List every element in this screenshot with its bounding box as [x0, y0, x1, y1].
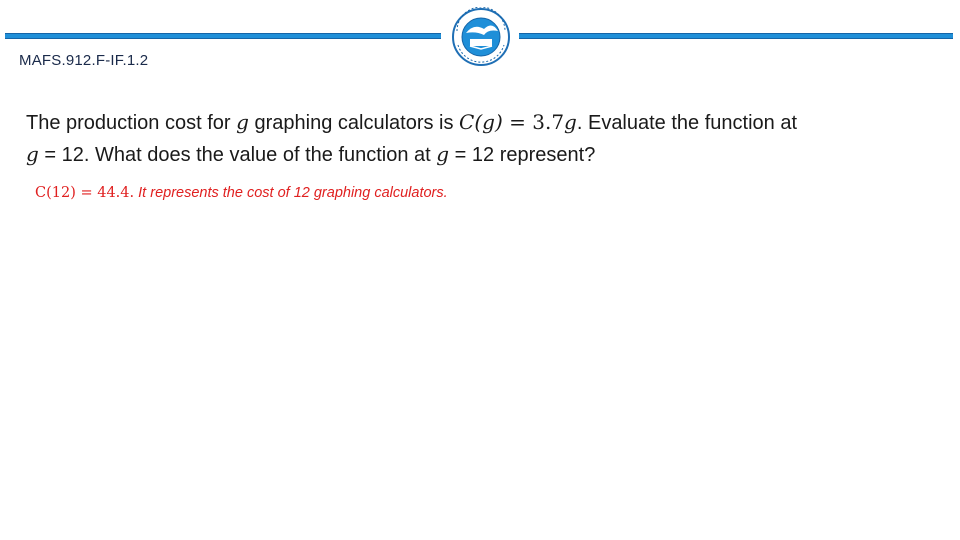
answer-expression: C(12) = 44.4. — [35, 185, 135, 201]
standard-code: MAFS.912.F-IF.1.2 — [19, 52, 149, 69]
answer-text — [35, 182, 448, 204]
header-bar-right — [519, 33, 953, 39]
header-bar-left — [5, 33, 441, 39]
question-text: The production cost for g graphing calculators is C(g) = 3.7g. Evaluate the function at g = 12. What does the value of the function at g = 12 represent? — [26, 110, 798, 166]
answer-explanation: It represents the cost of 12 graphing calculators. — [134, 185, 448, 201]
school-logo — [448, 7, 514, 67]
